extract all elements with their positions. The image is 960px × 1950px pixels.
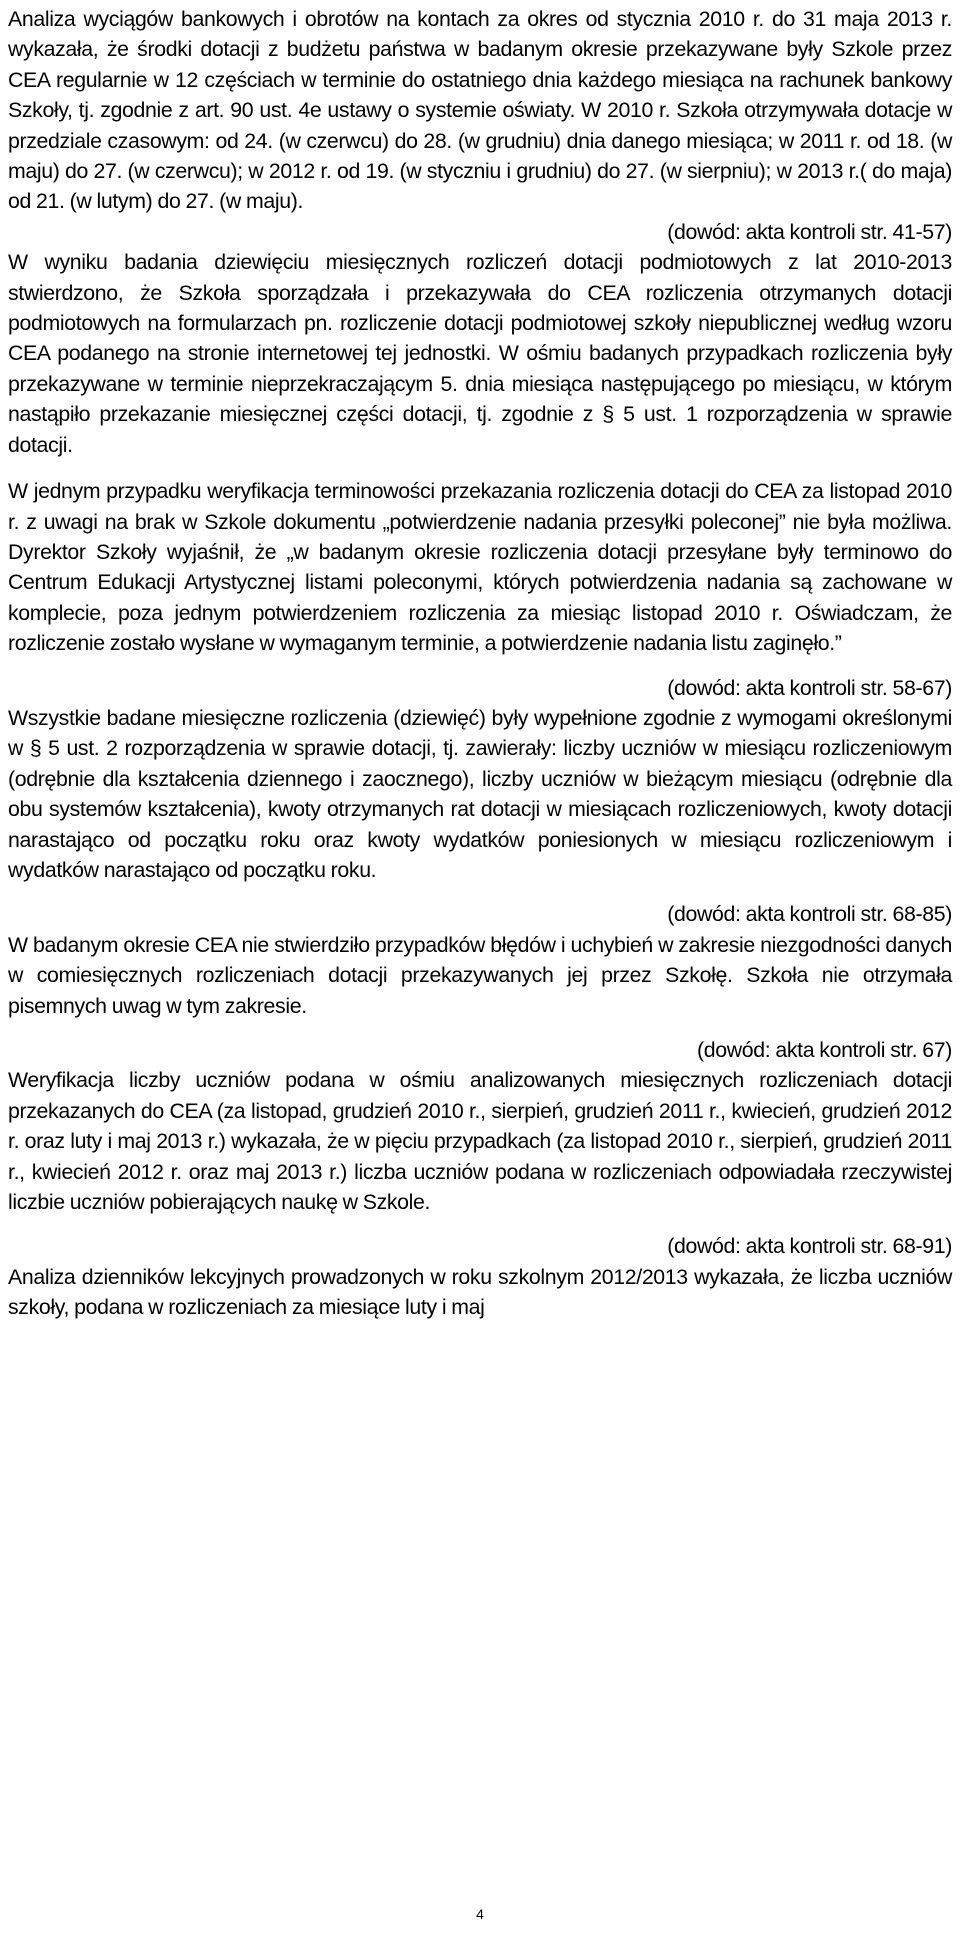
paragraph-student-count-verification: Weryfikacja liczby uczniów podana w ośmiu analizowanych miesięcznych rozliczeniach dotacji przekazanych do CEA (za listopad, grudzień 2010 r., sierpień, grudzień 2011 r., kwiecień, grudzień 2012 r. oraz luty i maj 2013 r.) wykazała, że w pięciu przypadkach (za listopad 2010 r., sierpień, grudzień 2011 r., kwiecień 2012 r. oraz maj 2013 r.) liczba uczniów podana w rozliczeniach odpowiadała rzeczywistej liczbie uczniów pobierających naukę w Szkole. <box>8 1068 952 1215</box>
evidence-reference: (dowód: akta kontroli str. 58-67) <box>667 675 952 700</box>
paragraph-no-errors: W badanym okresie CEA nie stwierdziło przypadków błędów i uchybień w zakresie niezgodności danych w comiesięcznych rozliczeniach dotacji przekazywanych jej przez Szkołę. Szkoła nie otrzymała pisemnych uwag w tym zakresie. <box>8 932 952 1018</box>
evidence-reference: (dowód: akta kontroli str. 41-57) <box>667 219 952 244</box>
paragraph-bank-statements: Analiza wyciągów bankowych i obrotów na kontach za okres od stycznia 2010 r. do 31 maja 2013 r. wykazała, że środki dotacji z budżetu państwa w badanym okresie przekazywane były Szkole przez CEA regularnie w 12 częściach w terminie do ostatniego dnia każdego miesiąca na rachunek bankowy Szkoły, tj. zgodnie z art. 90 ust. 4e ustawy o systemie oświaty. W 2010 r. Szkoła otrzymywała dotacje w przedziale czasowym: od 24. (w czerwcu) do 28. (w grudniu) dnia danego miesiąca; w 2011 r. od 18. (w maju) do 27. (w czerwcu); w 2012 r. od 19. (w styczniu i grudniu) do 27. (w sierpniu); w 2013 r.( do maja) od 21. (w lutym) do 27. (w maju). <box>8 7 952 214</box>
paragraph-class-registers: Analiza dzienników lekcyjnych prowadzonych w roku szkolnym 2012/2013 wykazała, że liczba uczniów szkoły, podana w rozliczeniach za miesiące luty i maj <box>8 1264 952 1320</box>
paragraph-settlement-contents: Wszystkie badane miesięczne rozliczenia (dziewięć) były wypełnione zgodnie z wymogami określonymi w § 5 ust. 2 rozporządzenia w sprawie dotacji, tj. zawierały: liczby uczniów w miesiącu rozliczeniowym (odrębnie dla kształcenia dziennego i zaocznego), liczby uczniów w bieżącym miesiącu (odrębnie dla obu systemów kształcenia), kwoty otrzymanych rat dotacji w miesiącach rozliczeniowych, kwoty dotacji narastająco od początku roku oraz kwoty wydatków poniesionych w miesiącu rozliczeniowym i wydatków narastająco od początku roku. <box>8 705 952 882</box>
evidence-reference: (dowód: akta kontroli str. 68-85) <box>667 902 952 927</box>
evidence-reference: (dowód: akta kontroli str. 67) <box>696 1038 952 1062</box>
page-number: 4 <box>476 1906 484 1922</box>
paragraph-monthly-settlements: W wyniku badania dziewięciu miesięcznych rozliczeń dotacji podmiotowych z lat 2010-2013 stwierdzono, że Szkoła sporządzała i przekazywała do CEA rozliczenia otrzymanych dotacji podmiotowych na formularzach pn. rozliczenie dotacji podmiotowej szkoły niepublicznej według wzoru CEA podanego na stronie internetowej tej jednostki. W ośmiu badanych przypadkach rozliczenia były przekazywane w terminie nieprzekraczającym 5. dnia miesiąca następującego po miesiącu, w którym nastąpiło przekazanie miesięcznej części dotacji, tj. zgodnie z § 5 ust. 1 rozporządzenia w sprawie dotacji. <box>8 250 952 457</box>
evidence-reference: (dowód: akta kontroli str. 68-91) <box>667 1234 952 1259</box>
document-body <box>8 4 952 1323</box>
paragraph-timeliness-verification: W jednym przypadku weryfikacja terminowości przekazania rozliczenia dotacji do CEA za listopad 2010 r. z uwagi na brak w Szkole dokumentu „potwierdzenie nadania przesyłki poleconej” nie była możliwa. Dyrektor Szkoły wyjaśnił, że „w badanym okresie rozliczenia dotacji przesyłane były terminowo do Centrum Edukacji Artystycznej listami poleconymi, których potwierdzenia nadania są zachowane w komplecie, poza jednym potwierdzeniem rozliczenia za miesiąc listopad 2010 r. Oświadczam, że rozliczenie zostało wysłane w wymaganym terminie, a potwierdzenie nadania listu zaginęło.” <box>8 479 952 656</box>
